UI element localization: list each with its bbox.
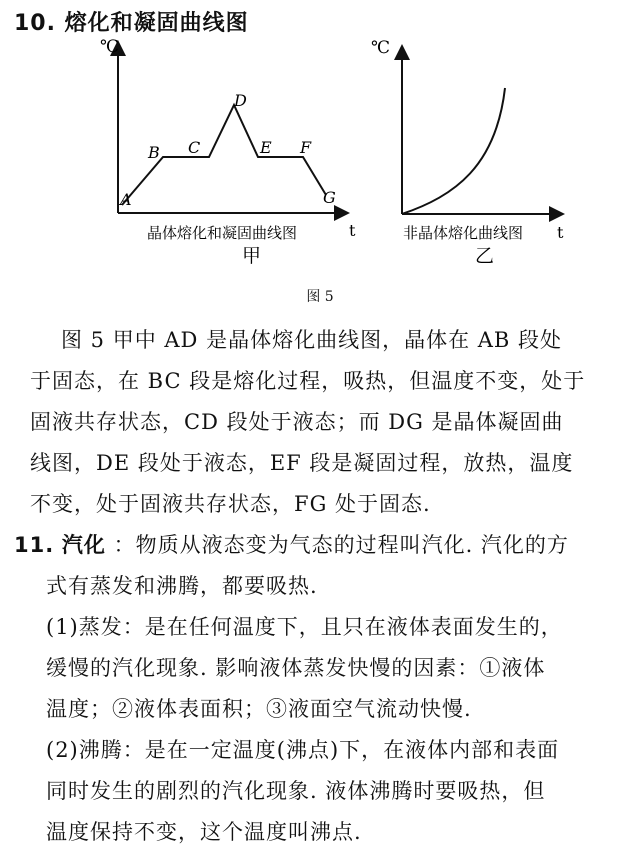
point-d-label: D bbox=[234, 91, 247, 110]
boiling-line: 同时发生的剧烈的汽化现象. 液体沸腾时要吸热，但 bbox=[46, 779, 546, 803]
right-graph-sublabel: 乙 bbox=[475, 245, 495, 267]
section-11-line-2: 式有蒸发和沸腾，都要吸热. bbox=[46, 574, 318, 598]
left-y-unit: ℃ bbox=[100, 37, 120, 57]
section-11-term: 汽化 bbox=[61, 533, 106, 557]
boiling-line: (2)沸腾：是在一定温度(沸点)下，在液体内部和表面 bbox=[46, 738, 560, 762]
right-y-unit: ℃ bbox=[371, 38, 391, 58]
right-x-unit: t bbox=[557, 223, 564, 242]
paragraph-line: 图 5 甲中 AD 是晶体熔化曲线图，晶体在 AB 段处 bbox=[61, 328, 563, 352]
left-graph-caption: 晶体熔化和凝固曲线图 bbox=[147, 224, 298, 242]
section-11 bbox=[14, 525, 569, 853]
left-graph-sublabel: 甲 bbox=[242, 245, 262, 267]
section-11-line-1-text: ：物质从液态变为气态的过程叫汽化. 汽化的方 bbox=[113, 533, 569, 557]
figure-5 bbox=[0, 0, 640, 320]
point-a-label: A bbox=[120, 190, 132, 209]
right-graph-caption: 非晶体熔化曲线图 bbox=[403, 224, 524, 242]
section-11-line-1 bbox=[14, 525, 569, 566]
paragraph-line: 不变，处于固液共存状态，FG 处于固态. bbox=[30, 492, 431, 516]
paragraph-line: 线图，DE 段处于液态，EF 段是凝固过程，放热，温度 bbox=[30, 451, 574, 475]
paragraph-line: 于固态，在 BC 段是熔化过程，吸热，但温度不变，处于 bbox=[30, 369, 586, 393]
paragraph-line: 固液共存状态，CD 段处于液态；而 DG 是晶体凝固曲 bbox=[30, 410, 564, 434]
evaporation-line: (1)蒸发：是在任何温度下，且只在液体表面发生的， bbox=[46, 615, 563, 639]
point-f-label: F bbox=[300, 138, 312, 157]
section-title-10: 10. 熔化和凝固曲线图 bbox=[14, 11, 249, 36]
point-b-label: B bbox=[148, 143, 160, 162]
left-x-unit: t bbox=[349, 221, 356, 240]
evaporation-line: 温度；②液体表面积；③液面空气流动快慢. bbox=[46, 697, 472, 721]
figure-caption: 图 5 bbox=[306, 289, 334, 305]
boiling-line: 温度保持不变，这个温度叫沸点. bbox=[46, 820, 362, 844]
evaporation-line: 缓慢的汽化现象. 影响液体蒸发快慢的因素：①液体 bbox=[46, 656, 546, 680]
figure-5-svg bbox=[0, 0, 640, 320]
point-g-label: G bbox=[323, 188, 336, 207]
amorphous-curve bbox=[402, 88, 505, 214]
point-c-label: C bbox=[188, 138, 201, 157]
section-11-number: 11. bbox=[14, 533, 55, 557]
point-e-label: E bbox=[260, 138, 272, 157]
paragraph-crystal-explanation bbox=[30, 320, 585, 525]
